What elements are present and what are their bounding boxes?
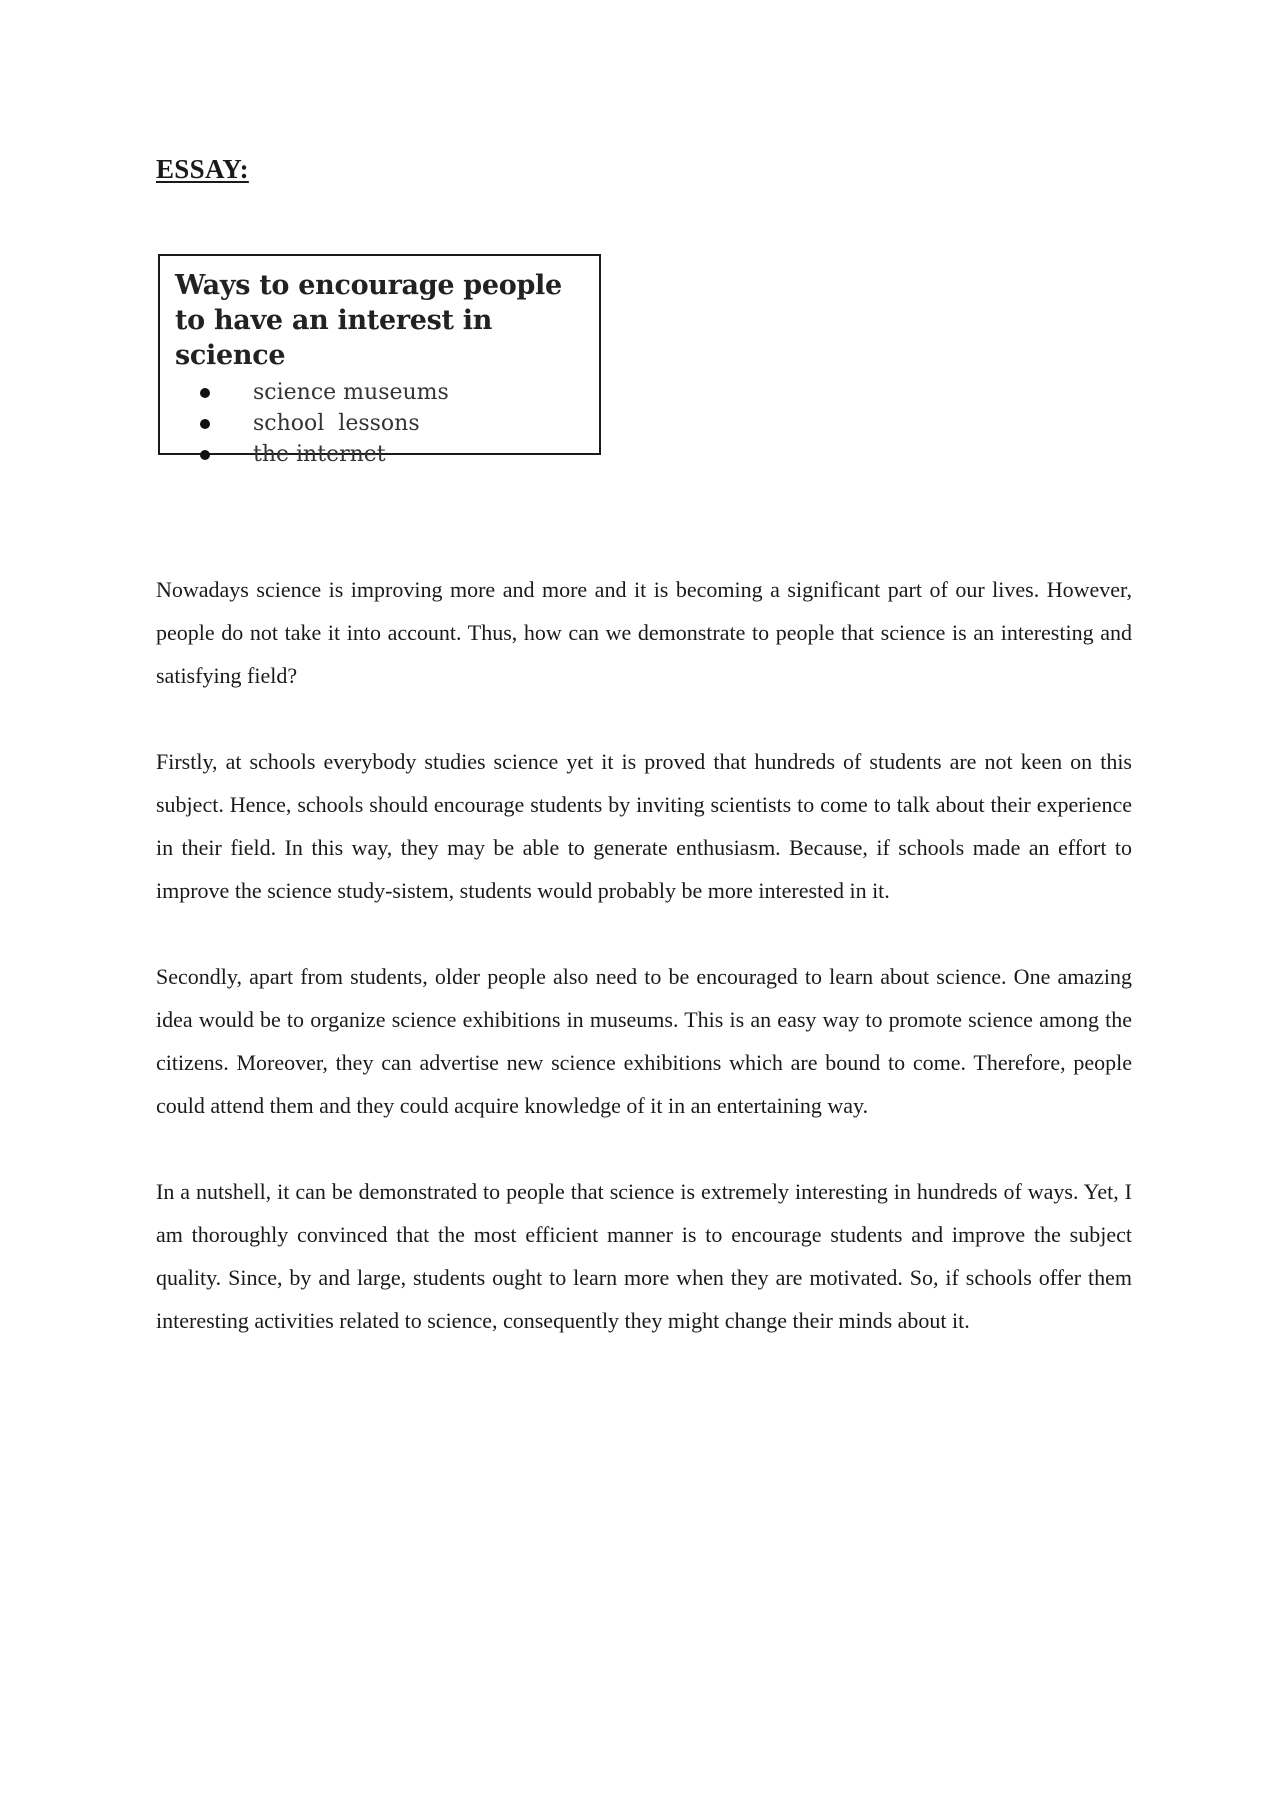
bullet-icon [200,388,210,398]
paragraph-introduction: Nowadays science is improving more and more and it is becoming a significant part of our lives. However, people do not take it into account. Thus, how can we demonstrate to people that science is an interesting and satisfying field? [156,577,1132,688]
prompt-list-item [175,408,585,439]
prompt-title: Ways to encourage people to have an interest in science [175,270,562,371]
prompt-item-label: the internet [253,442,386,467]
paragraph-second-point: Secondly, apart from students, older people also need to be encouraged to learn about science. One amazing idea would be to organize science exhibitions in museums. This is an easy way to promote science among the citizens. Moreover, they can advertise new science exhibitions which are bound to come. Therefore, people could attend them and they could acquire knowledge of it in an entertaining way. [156,964,1132,1118]
prompt-box [158,254,601,467]
bullet-icon [200,419,210,429]
essay-body [156,568,1132,1385]
essay-heading: ESSAY: [156,154,249,184]
prompt-list [175,377,585,470]
bullet-icon [200,450,210,460]
paragraph-conclusion: In a nutshell, it can be demonstrated to people that science is extremely interesting in hundreds of ways. Yet, I am thoroughly convinced that the most efficient manner is to encourage students and improve the subject quality. Since, by and large, students ought to learn more when they are motivated. So, if schools offer them interesting activities related to science, consequently they might change their minds about it. [156,1179,1132,1333]
prompt-item-label: school lessons [253,411,420,436]
paragraph-first-point: Firstly, at schools everybody studies science yet it is proved that hundreds of students are not keen on this subject. Hence, schools should encourage students by inviting scientists to come to talk about their experience in their field. In this way, they may be able to generate enthusiasm. Because, if schools made an effort to improve the science study-sistem, students would probably be more interested in it. [156,749,1132,903]
prompt-list-item [175,377,585,408]
prompt-item-label: science museums [253,380,449,405]
prompt-list-item [175,439,585,470]
